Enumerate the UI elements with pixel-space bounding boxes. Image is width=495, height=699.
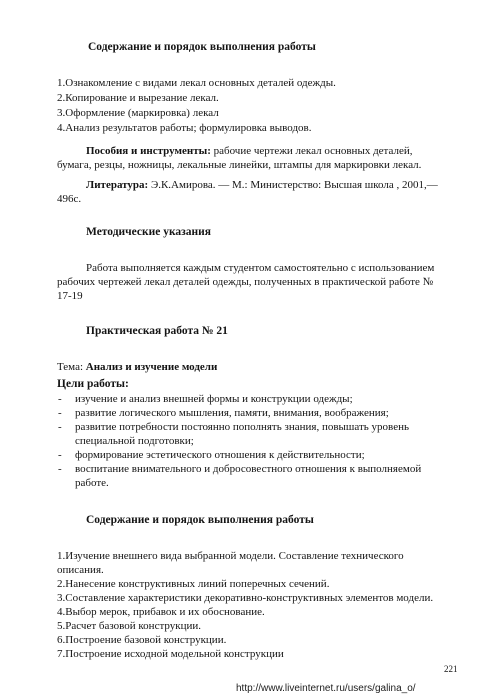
list-item: - воспитание внимательного и добросовестного отношения к выполняемой [58, 463, 422, 475]
literature-paragraph [86, 179, 438, 191]
method-line-1: Работа выполняется каждым студентом самостоятельно с использованием [86, 262, 435, 274]
list-item: 7.Построение исходной модельной конструкции [57, 648, 284, 660]
literature-line-2: 496с. [57, 193, 82, 205]
tools-text: рабочие чертежи лекал основных деталей, [213, 145, 413, 157]
list-item: - развитие логического мышления, памяти, внимания, воображения; [58, 407, 389, 419]
list-item: - развитие потребности постоянно пополнять знания, повышать уровень [58, 421, 409, 433]
tools-paragraph [86, 145, 413, 157]
literature-label: Литература: [86, 179, 149, 191]
section-heading-content: Содержание и порядок выполнения работы [88, 41, 316, 53]
topic-label: Тема: [57, 361, 84, 373]
list-item: 2.Нанесение конструктивных линий поперечных сечений. [57, 578, 330, 590]
list-item: 6.Построение базовой конструкции. [57, 634, 227, 646]
page-number: 221 [444, 664, 458, 674]
list-item: 4.Выбор мерок, прибавок и их обоснование. [57, 606, 265, 618]
method-line-3: 17-19 [57, 290, 83, 302]
section-heading-content-2: Содержание и порядок выполнения работы [86, 514, 314, 526]
watermark-url: http://www.liveinternet.ru/users/galina_o/ [236, 683, 416, 694]
literature-text: Э.К.Амирова. — М.: Министерство: Высшая школа , 2001,— [150, 179, 438, 191]
practical-heading: Практическая работа № 21 [86, 325, 228, 337]
method-line-2: рабочих чертежей лекал деталей одежды, полученных в практической работе № [57, 276, 434, 288]
list-item: - изучение и анализ внешней формы и конструкции одежды; [58, 393, 353, 405]
list-item: специальной подготовки; [75, 435, 194, 447]
list-item: 3.Оформление (маркировка) лекал [57, 107, 219, 119]
topic-text: Анализ и изучение модели [85, 361, 218, 373]
tools-label: Пособия и инструменты: [86, 145, 211, 157]
topic-line [57, 361, 217, 373]
list-item: 5.Расчет базовой конструкции. [57, 620, 202, 632]
list-item: описания. [57, 564, 104, 576]
method-heading: Методические указания [86, 226, 212, 238]
tools-line-2: бумага, резцы, ножницы, лекальные линейки, штампы для маркировки лекал. [57, 159, 422, 171]
list-item: 4.Анализ результатов работы; формулировка выводов. [57, 122, 312, 134]
list-item: 2.Копирование и вырезание лекал. [57, 92, 219, 104]
list-item: 1.Изучение внешнего вида выбранной модели. Составление технического [57, 550, 404, 562]
list-item: - формирование эстетического отношения к действительности; [58, 449, 365, 461]
goals-label: Цели работы: [57, 378, 129, 390]
list-item: 3.Составление характеристики декоративно-конструктивных элементов модели. [57, 592, 434, 604]
list-item: работе. [75, 477, 109, 489]
list-item: 1.Ознакомление с видами лекал основных деталей одежды. [57, 77, 336, 89]
